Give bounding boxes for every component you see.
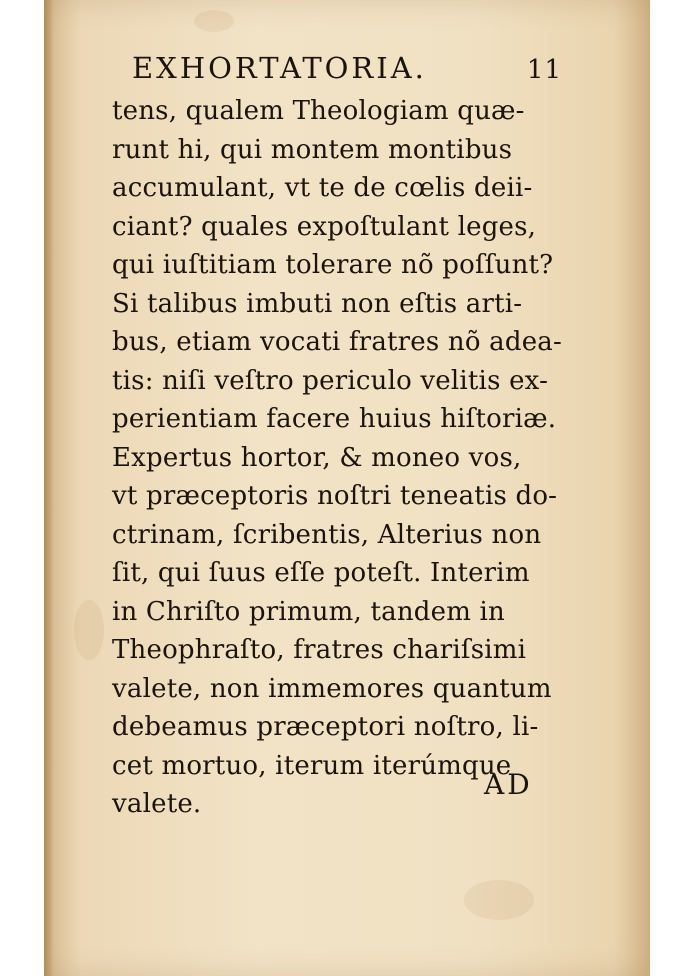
text-line: Theophraſto, fratres chariſsimi (112, 635, 527, 665)
text-line: bus, etiam vocati fratres nõ adea- (112, 327, 562, 357)
text-line: debeamus præceptori noſtro, li- (112, 712, 539, 742)
paper-stain (74, 600, 104, 660)
page-gutter-shadow (44, 0, 54, 976)
paper-stain (194, 10, 234, 32)
text-line: qui iuſtitiam tolerare nõ poſſunt? (112, 250, 554, 280)
text-line: runt hi, qui montem montibus (112, 134, 513, 165)
text-line: in Chriſto primum, tandem in (112, 596, 505, 627)
text-line: ciant? quales expoſtulant leges, (112, 211, 537, 242)
text-line: ctrinam, ſcribentis, Alterius non (112, 519, 542, 550)
running-head (132, 44, 562, 92)
catchword: AD (484, 768, 533, 801)
text-line: Expertus hortor, & moneo vos, (112, 442, 522, 473)
paper-stain (464, 880, 534, 920)
text-line: vt præceptoris noſtri teneatis do- (112, 481, 558, 511)
text-line: Si talibus imbuti non eſtis arti- (112, 288, 523, 319)
text-block (112, 44, 562, 824)
text-line: valete. (112, 789, 202, 819)
text-line: tis: niſi veſtro periculo velitis ex- (112, 365, 549, 396)
text-line: cet mortuo, iterum iterúmque (112, 750, 512, 781)
running-head-title: EXHORTATORIA. (132, 51, 427, 85)
text-line: perientiam facere huius hiſtoriæ. (112, 404, 557, 434)
text-line: tens, qualem Theologiam quæ- (112, 96, 525, 126)
text-line: ſit, qui ſuus eſſe poteſt. Interim (112, 558, 530, 588)
page-number: 11 (526, 55, 562, 85)
text-line: valete, non immemores quantum (112, 673, 552, 704)
text-line: accumulant, vt te de cœlis deii- (112, 173, 533, 203)
